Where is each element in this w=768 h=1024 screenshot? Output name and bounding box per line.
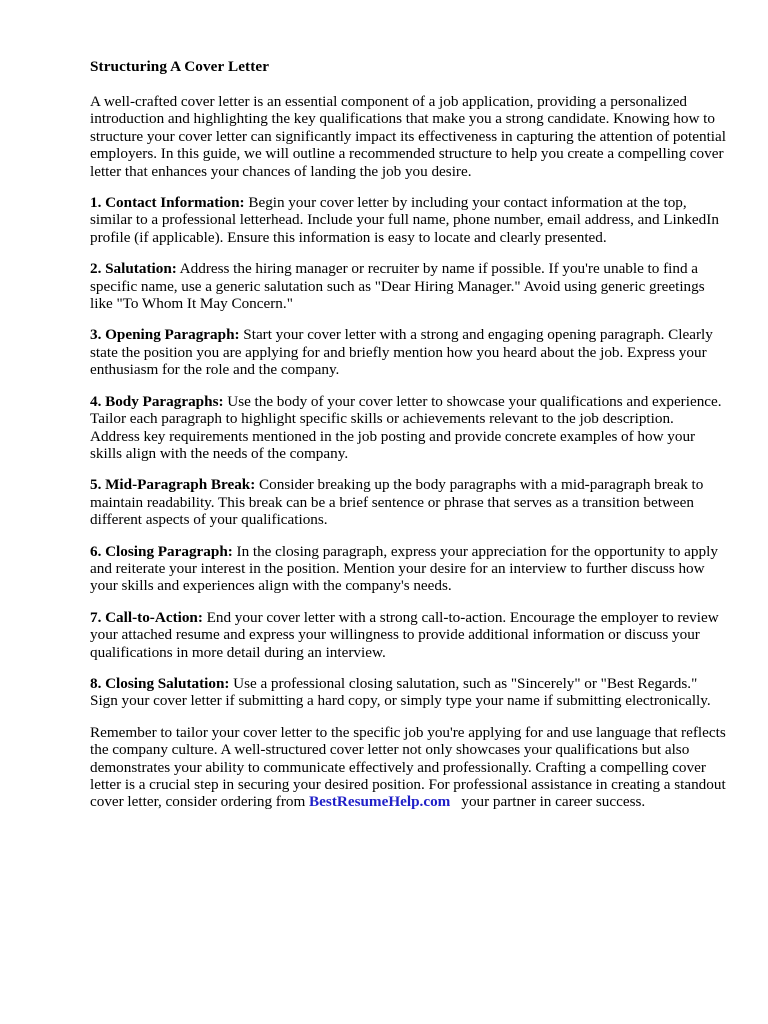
section-lead-label: 6. Closing Paragraph: [90,542,233,560]
section-closing-salutation [90,675,726,710]
section-body-paragraphs [90,393,726,463]
bestresumehelp-link[interactable]: BestResumeHelp.com [309,793,451,811]
section-lead-label: 7. Call-to-Action: [90,608,203,626]
closing-paragraph [90,724,726,811]
section-body-text: End your cover letter with a strong call-to-action. Encourage the employer to review your attached resume and express your willingness to provide additional information or discuss your qualifications in more detail during an interview. [90,608,719,661]
section-body-text: In the closing paragraph, express your appreciation for the opportunity to apply and reiterate your interest in the position. Mention your desire for an interview to further discuss how your skills and experiences align with the company's needs. [90,542,718,595]
section-call-to-action [90,609,726,661]
section-lead-label: 3. Opening Paragraph: [90,326,240,344]
section-lead-label: 1. Contact Information: [90,194,245,212]
section-closing-paragraph [90,543,726,595]
section-lead-label: 5. Mid-Paragraph Break: [90,476,256,494]
section-salutation [90,260,726,312]
section-body-text: Use the body of your cover letter to showcase your qualifications and experience. Tailor each paragraph to highlight specific skills or achievements relevant to the job description. Address key requirements mentioned in the job posting and provide concrete examples of how your skills align with the needs of the company. [90,392,722,462]
section-body-text: Consider breaking up the body paragraphs with a mid-paragraph break to maintain readability. This break can be a brief sentence or phrase that serves as a transition between different aspects of your qualifications. [90,476,704,529]
page-title: Structuring A Cover Letter [90,58,270,75]
closing-text-after-link: your partner in career success. [461,793,646,811]
section-body-text: Begin your cover letter by including your contact information at the top, similar to a professional letterhead. Include your full name, phone number, email address, and LinkedIn profile (if applicable). Ensure this information is easy to locate and clearly presented. [90,194,719,246]
document-body [90,58,726,811]
section-lead-label: 8. Closing Salutation: [90,674,230,692]
section-opening-paragraph [90,326,726,378]
section-mid-paragraph-break [90,476,726,528]
closing-text-before-link: Remember to tailor your cover letter to the specific job you're applying for and use language that reflects the company culture. A well-structured cover letter not only showcases your qualifications but also demonstrates your ability to communicate effectively and professionally. Crafting a compelling cover letter is a crucial step in securing your desired position. For professional assistance in creating a standout cover letter, consider ordering from [90,723,726,811]
section-body-text: Start your cover letter with a strong and engaging opening paragraph. Clearly state the position you are applying for and briefly mention how you heard about the job. Express your enthusiasm for the role and the company. [90,326,713,379]
section-body-text: Use a professional closing salutation, such as "Sincerely" or "Best Regards." Sign your cover letter if submitting a hard copy, or simply type your name if submitting electronically. [90,674,711,710]
section-contact-information [90,194,726,246]
section-lead-label: 2. Salutation: [90,260,177,278]
intro-paragraph: A well-crafted cover letter is an essential component of a job application, providing a personalized introduction and highlighting the key qualifications that make you a strong candidate. Knowing how to structure your cover letter can significantly impact its effectiveness in capturing the attention of potential employers. In this guide, we will outline a recommended structure to help you create a compelling cover letter that enhances your chances of landing the job you desire. [90,93,726,180]
section-lead-label: 4. Body Paragraphs: [90,392,224,410]
section-body-text: Address the hiring manager or recruiter by name if possible. If you're unable to find a specific name, use a generic salutation such as "Dear Hiring Manager." Avoid using generic greetings like "To Whom It May Concern." [90,260,705,313]
